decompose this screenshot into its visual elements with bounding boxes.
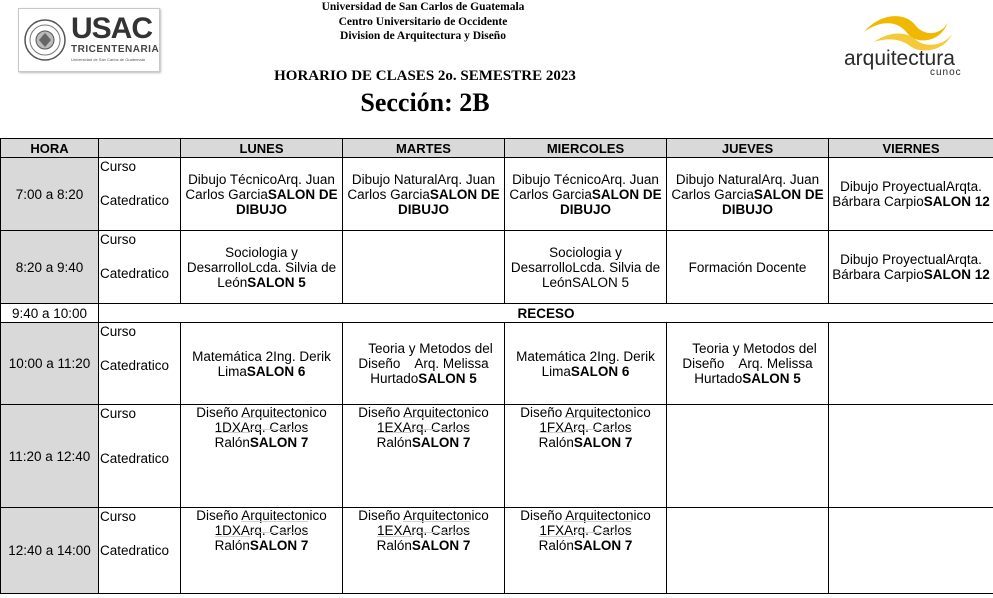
teacher-name: Ing. Derik Lima (541, 348, 655, 379)
class-cell-empty (829, 323, 993, 405)
course-name: Diseño Arquitectonico 1 (358, 508, 489, 538)
course-name: Teoria y Metodos del Diseño (682, 341, 817, 371)
class-cell-empty (667, 508, 829, 594)
usac-wordmark: USAC (71, 12, 153, 45)
room-name: SALON DE DIBUJO (721, 186, 824, 217)
schedule-table (0, 138, 993, 594)
header-lunes: LUNES (181, 139, 343, 158)
teacher-name: Arq. Melissa Hurtado (694, 356, 813, 386)
course-name: Diseño Arquitectonico 1 (520, 508, 651, 538)
institution-header (300, 0, 546, 44)
class-cell-empty (667, 405, 829, 508)
arquitectura-swoosh-icon (836, 8, 976, 52)
course-name: Dibujo Técnico (188, 171, 278, 187)
room-name: SALON 12 (923, 194, 990, 209)
usac-tricentenaria: TRICENTENARIA (71, 44, 160, 55)
room-name: SALON DE DIBUJO (397, 186, 500, 217)
class-cell (181, 158, 343, 231)
schedule-title: HORARIO DE CLASES 2o. SEMESTRE 2023 (274, 68, 576, 84)
teacher-name: Arq. Melissa Hurtado (370, 356, 489, 386)
group-name: FX (546, 523, 565, 538)
course-name: Diseño Arquitectonico 1 (520, 405, 651, 435)
course-name: Sociologia y Desarrollo (510, 244, 622, 275)
class-cell-empty (829, 508, 993, 594)
room-name: SALON 7 (250, 429, 309, 450)
label-catedratico: Catedratico (100, 266, 170, 281)
class-cell (505, 323, 667, 405)
usac-subtext: Universidad de San Carlos de Guatemala (71, 57, 145, 62)
teacher-name: Arq. Juan Carlos Garcia (509, 171, 659, 202)
course-name: Diseño Arquitectonico 1 (196, 508, 327, 538)
course-name: Sociologia y Desarrollo (186, 244, 298, 275)
table-row (1, 323, 993, 405)
group-name: EX (384, 420, 403, 435)
course-name: Diseño Arquitectonico 1 (358, 405, 489, 435)
header-jueves: JUEVES (667, 139, 829, 158)
header-row (1, 139, 993, 158)
receso-row (1, 304, 993, 323)
class-cell (505, 158, 667, 231)
room-name: SALON 7 (412, 429, 471, 450)
label-cell (99, 508, 181, 594)
class-cell (505, 231, 667, 304)
label-curso: Curso (100, 509, 137, 524)
label-catedratico: Catedratico (100, 193, 170, 208)
header-viernes: VIERNES (829, 139, 993, 158)
label-catedratico: Catedratico (100, 543, 170, 558)
course-name: Matemática 2 (192, 348, 274, 364)
course-name: Dibujo Natural (351, 171, 438, 187)
room-name: SALON 7 (574, 532, 633, 553)
class-cell (829, 158, 993, 231)
class-cell (343, 158, 505, 231)
teacher-name: Arq. Carlos Ralón (214, 523, 309, 553)
receso-label: RECESO (99, 304, 993, 323)
usac-logo (18, 8, 160, 72)
group-name: DX (222, 420, 241, 435)
room-name: SALON 7 (412, 532, 471, 553)
teacher-name: Arq. Carlos Ralón (539, 417, 632, 450)
arquitectura-logo (836, 8, 976, 80)
table-row (1, 508, 993, 594)
header-martes: MARTES (343, 139, 505, 158)
label-curso: Curso (100, 406, 137, 421)
class-cell (181, 231, 343, 304)
teacher-name: Arq. Carlos Ralón (377, 417, 470, 450)
course-name: Dibujo Proyectual (840, 252, 946, 267)
class-cell (667, 323, 829, 405)
group-name: FX (546, 420, 565, 435)
header-hora: HORA (1, 139, 99, 158)
teacher-name: Lcda. Silvia de León (541, 259, 661, 290)
teacher-name: Ing. Derik Lima (217, 348, 331, 379)
class-cell (181, 508, 343, 594)
course-name: Teoria y Metodos del Diseño (358, 341, 493, 371)
teacher-name: Arq. Juan Carlos Garcia (347, 171, 496, 202)
label-catedratico: Catedratico (100, 358, 170, 373)
teacher-name: Arq. Carlos Ralón (538, 523, 632, 553)
room-name: SALON 6 (246, 363, 306, 379)
center-name: Centro Universitario de Occidente (338, 15, 508, 28)
room-name: SALON 7 (250, 532, 309, 553)
class-cell (181, 323, 343, 405)
class-cell (343, 323, 505, 405)
course-name: Dibujo Natural (675, 171, 762, 187)
teacher-name: Arq. Carlos Ralón (215, 417, 309, 450)
room-name: SALON 12 (923, 267, 990, 282)
table-row (1, 405, 993, 508)
time-cell: 7:00 a 8:20 (1, 158, 99, 231)
group-name: EX (384, 523, 403, 538)
label-cell (99, 231, 181, 304)
label-cell (99, 323, 181, 405)
label-curso: Curso (100, 159, 137, 174)
university-name: Universidad de San Carlos de Guatemala (321, 1, 525, 13)
section-title: Sección: 2B (360, 88, 490, 117)
arquitectura-cunoc: cunoc (930, 67, 962, 78)
room-name: SALON DE DIBUJO (235, 186, 338, 217)
teacher-name: Arqta. Bárbara Carpio (832, 179, 982, 209)
class-cell (181, 405, 343, 508)
table-row (1, 231, 993, 304)
group-name: DX (222, 523, 241, 538)
time-cell: 8:20 a 9:40 (1, 231, 99, 304)
course-name: Matemática 2 (516, 348, 598, 364)
class-cell (667, 158, 829, 231)
class-cell-empty (829, 405, 993, 508)
room-name: SALON 6 (570, 363, 630, 379)
class-cell-empty (343, 231, 505, 304)
label-curso: Curso (100, 232, 137, 247)
class-cell (667, 231, 829, 304)
header-miercoles: MIERCOLES (505, 139, 667, 158)
time-cell: 10:00 a 11:20 (1, 323, 99, 405)
class-cell (343, 508, 505, 594)
room-name: SALON DE DIBUJO (559, 186, 662, 217)
teacher-name: Arqta. Bárbara Carpio (832, 252, 982, 282)
room-name: SALON 5 (572, 274, 630, 290)
label-catedratico: Catedratico (100, 451, 170, 466)
teacher-name: Arq. Carlos Ralón (376, 523, 471, 553)
label-cell (99, 158, 181, 231)
header-label (99, 139, 181, 158)
label-cell (99, 405, 181, 508)
class-cell (829, 231, 993, 304)
receso-time: 9:40 a 10:00 (1, 304, 99, 323)
table-row (1, 158, 993, 231)
single-activity: Formación Docente (688, 259, 807, 275)
course-name: Dibujo Proyectual (840, 179, 946, 194)
teacher-name: Arq. Juan Carlos Garcia (185, 171, 335, 202)
division-name: Division de Arquitectura y Diseño (340, 30, 506, 42)
time-cell: 11:20 a 12:40 (1, 405, 99, 508)
class-cell (343, 405, 505, 508)
class-cell (505, 405, 667, 508)
label-curso: Curso (100, 324, 137, 339)
teacher-name: Arq. Juan Carlos Garcia (671, 171, 820, 202)
room-name: SALON 5 (742, 371, 801, 386)
class-cell (505, 508, 667, 594)
course-name: Diseño Arquitectonico 1 (196, 405, 327, 435)
course-name: Dibujo Técnico (512, 171, 602, 187)
arquitectura-wordmark: arquitectura (844, 47, 955, 70)
time-cell: 12:40 a 14:00 (1, 508, 99, 594)
room-name: SALON 5 (418, 371, 477, 386)
room-name: SALON 7 (574, 429, 633, 450)
teacher-name: Lcda. Silvia de León (217, 259, 337, 290)
room-name: SALON 5 (247, 274, 306, 290)
